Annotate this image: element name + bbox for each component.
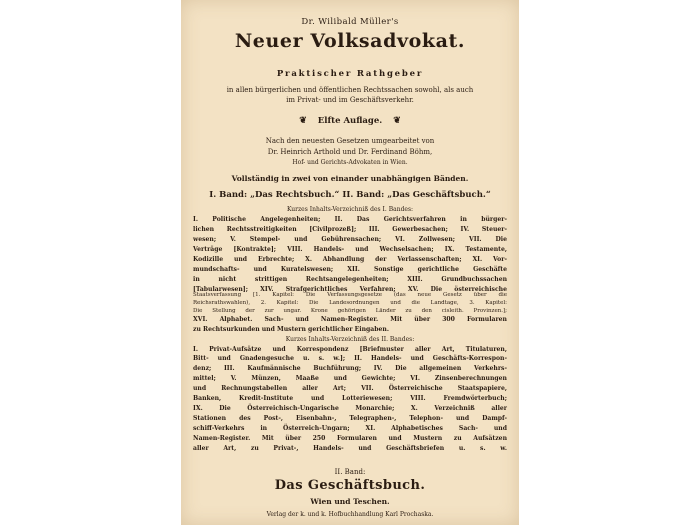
revision-line: Nach den neuesten Gesetzen umgearbeitet von — [265, 137, 435, 145]
contents-band1-line: Verträge [Kontrakte]; VIII. Handels- und Wechselsachen; IX. Testamente, — [193, 246, 507, 253]
contents-band1-line: zu Rechtsurkunden und Mustern gerichtlicher Eingaben. — [193, 326, 389, 333]
contents-band2-line: Bitt- und Gnadengesuche u. s. w.]; II. Handels- und Geschäfts-Korrespon- — [193, 355, 507, 362]
revision-affiliation: Hof- und Gerichts-Advokaten in Wien. — [292, 159, 408, 166]
edition-label: Elfte Auflage. — [317, 116, 383, 126]
fleuron-left-icon: ❦ — [299, 116, 307, 126]
contents-band1-line: Kodizille und Erbrechte; X. Abhandlung der Verlassenschaften; XI. Vor- — [193, 256, 507, 263]
contents-band2-line: schiff-Verkehrs in Österreich-Ungarn; XI. Alphabetisches Sach- und — [193, 425, 507, 432]
contents-band2-line: aller Art, zu Privat-, Handels- und Geschäftsbriefen u. s. w. — [193, 445, 507, 452]
contents-band2-line: mittel; V. Münzen, Maaße und Gewichte; VI. Zinsenberechnungen — [193, 375, 507, 382]
contents-band1-line: in nicht strittigen Rechtsangelegenheiten; XIII. Grundbuchssachen — [193, 276, 507, 283]
imprint-place: Wien und Teschen. — [310, 497, 390, 506]
contents-band1-line: Die Stellung der zur ungar. Krone gehörigen Länder zu den cisleith. Provinzen.]; — [193, 308, 507, 314]
contents-band2-line: denz; III. Kaufmännische Buchführung; IV. Die allgemeinen Verkehrs- — [193, 365, 507, 372]
band2-label: II. Band: — [334, 468, 366, 476]
fleuron-right-icon: ❦ — [393, 116, 401, 126]
contents-band2-line: Namen-Register. Mit über 250 Formularen und Mustern zu Aufsätzen — [193, 435, 507, 442]
edition-line — [191, 116, 509, 126]
imprint-publisher: Verlag der k. und k. Hofbuchhandlung Karl Prochaska. — [266, 511, 434, 518]
subtitle-line-1: in allen bürgerlichen und öffentlichen Rechtssachen sowohl, als auch — [226, 86, 474, 94]
title-page — [181, 0, 519, 525]
contents-band1-line: I. Politische Angelegenheiten; II. Das Gerichtsverfahren in bürger- — [193, 216, 507, 223]
contents-band2-heading: Kurzes Inhalts-Verzeichniß des II. Bandes: — [285, 336, 415, 343]
book-subtitle: Praktischer Rathgeber — [276, 69, 424, 79]
book-title: Neuer Volksadvokat. — [234, 30, 466, 52]
contents-band2-line: und Rechnungstabellen aller Art; VII. Österreichische Staatspapiere, — [193, 385, 507, 392]
contents-band1-line: Reichsrathswahlen), 2. Kapitel: Die Landesordnungen und die Landtage, 3. Kapitel: — [193, 300, 507, 306]
contents-band2-line: IX. Die Österreichisch-Ungarische Monarchie; X. Verzeichniß aller — [193, 405, 507, 412]
contents-band1-line: Staatsverfassung [1. Kapitel: Die Verfassungsgesetze (das neue Gesetz über die — [193, 292, 507, 298]
contents-band1-line: XVI. Alphabet. Sach- und Namen-Register. Mit über 300 Formularen — [193, 316, 507, 323]
contents-band2-line: Banken, Kredit-Institute und Lotteriewesen; VIII. Fremdwörterbuch; — [193, 395, 507, 402]
volumes-statement: Vollständig in zwei von einander unabhängigen Bänden. — [231, 174, 469, 183]
author-line: Dr. Wilibald Müller's — [301, 17, 399, 27]
contents-band1-line: [Tabularwesen]; XIV. Strafgerichtliches Verfahren; XV. Die österreichische — [193, 286, 507, 293]
contents-band2-line: I. Privat-Aufsätze und Korrespondenz [Briefmuster aller Art, Titulaturen, — [193, 346, 507, 353]
contents-band1-heading: Kurzes Inhalts-Verzeichniß des I. Bandes: — [286, 206, 414, 213]
contents-band1-line: mundschafts- und Kuratelswesen; XII. Sonstige gerichtliche Geschäfte — [193, 266, 507, 273]
subtitle-line-2: im Privat- und im Geschäftsverkehr. — [286, 96, 414, 104]
revision-authors: Dr. Heinrich Arthold und Dr. Ferdinand Böhm, — [267, 148, 433, 156]
band2-title: Das Geschäftsbuch. — [274, 478, 426, 493]
contents-band1-line: wesen; V. Stempel- und Gebührensachen; VI. Zollwesen; VII. Die — [193, 236, 507, 243]
contents-band1-line: lichen Rechtsstreitigkeiten [Civilprozeß]; III. Gewerbesachen; IV. Steuer- — [193, 226, 507, 233]
contents-band2-line: Stationen des Post-, Eisenbahn-, Telegraphen-, Telephon- und Dampf- — [193, 415, 507, 422]
volumes-titles: I. Band: „Das Rechtsbuch.“ II. Band: „Das Geschäftsbuch.“ — [209, 190, 491, 200]
